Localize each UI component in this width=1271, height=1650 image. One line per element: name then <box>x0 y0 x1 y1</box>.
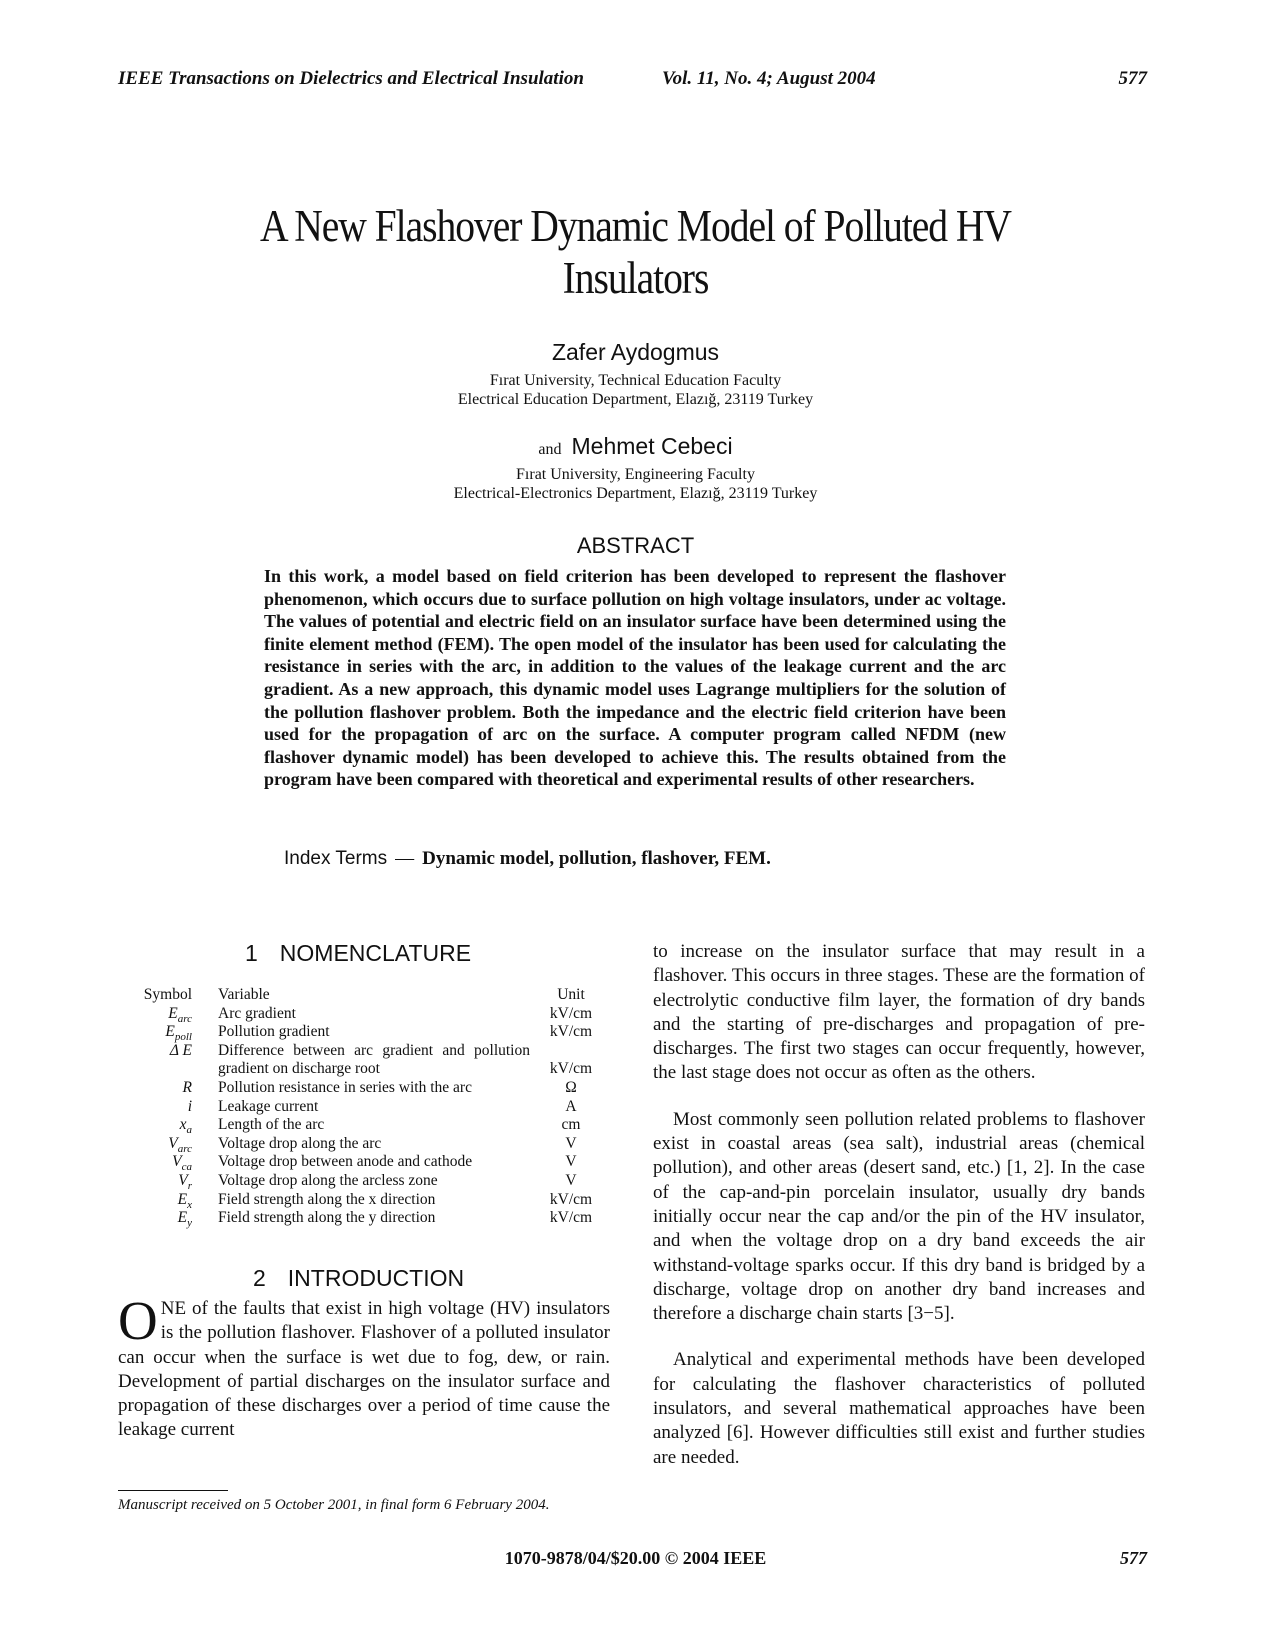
nomenclature-row <box>120 1172 610 1191</box>
introduction-paragraph-3: Analytical and experimental methods have been developed for calculating the flashover characteristics of polluted insulators, and several mathematical approaches have been analyzed [6]. However difficulties still exist and further studies are needed. <box>653 1349 1145 1468</box>
nomenclature-symbol: $x_a$ <box>179 1116 192 1137</box>
paragraph-text: NE of the faults that exist in high voltage (HV) insulators is the pollution flashover. Flashover of a polluted insulator can occur when the surface is wet due to fog, dew, or rain. Development of partial discharges on the insulator surface and propagation of these discharges over a period of time cause the leakage current <box>118 1298 610 1441</box>
nomenclature-row <box>120 1098 610 1117</box>
nomenclature-symbol: R <box>182 1078 192 1096</box>
footnote-manuscript: Manuscript received on 5 October 2001, in final form 6 February 2004. <box>118 1497 550 1513</box>
drop-cap: O <box>118 1290 158 1351</box>
nomenclature-symbol: $E_y$ <box>177 1209 192 1230</box>
nomenclature-unit: kV/cm <box>549 1023 593 1041</box>
footer-page-number: 577 <box>1120 1548 1147 1568</box>
paper-title-line-1: A New Flashover Dynamic Model of Polluted HV <box>260 201 1011 251</box>
nomenclature-unit: Ω <box>565 1078 577 1096</box>
nomenclature-variable: Difference between arc gradient and pollution gradient on discharge root <box>218 1041 530 1078</box>
author-conjunction: and <box>538 441 562 458</box>
index-terms <box>284 848 771 870</box>
nomenclature-row <box>120 1042 610 1079</box>
paper-title <box>76 200 1194 304</box>
nomenclature-variable: Leakage current <box>218 1097 319 1115</box>
nomenclature-variable: Voltage drop between anode and cathode <box>218 1153 473 1171</box>
affiliation-2-line-1: Fırat University, Engineering Faculty <box>516 466 755 483</box>
nomenclature-symbol: $E_x$ <box>177 1190 192 1211</box>
paper-title-line-2: Insulators <box>562 253 709 303</box>
nomenclature-symbol: $V_{ca}$ <box>172 1153 192 1174</box>
index-terms-label: Index Terms <box>284 848 388 869</box>
running-header-volume: Vol. 11, No. 4; August 2004 <box>662 68 876 89</box>
author-name-2: Mehmet Cebeci <box>571 433 733 459</box>
nomenclature-variable: Field strength along the x direction <box>218 1190 436 1208</box>
nomenclature-unit: kV/cm <box>549 1209 593 1227</box>
column-header-unit: Unit <box>557 986 585 1003</box>
nomenclature-symbol: Δ E <box>169 1041 192 1059</box>
column-header-variable: Variable <box>218 986 270 1003</box>
nomenclature-unit: kV/cm <box>549 1060 593 1078</box>
author-affiliation-1 <box>0 371 1271 409</box>
index-terms-dash: — <box>395 848 415 869</box>
introduction-paragraph-2: Most commonly seen pollution related problems to flashover exist in coastal areas (sea salt), industrial areas (chemical pollution), and other areas (desert sand, etc.) [1, 2]. In the case of the cap-and-pin porcelain insulator, usually dry bands initially occur near the cap and/or the pin of the HV insulator, and when the voltage drop on a dry band exceeds the air withstand-voltage sparks occur. If this dry band is bridged by a discharge, voltage drop on another dry band increases and therefore a discharge chain starts [3−5]. <box>653 1108 1145 1325</box>
section-number: 2 <box>253 1265 266 1291</box>
running-header-journal: IEEE Transactions on Dielectrics and Electrical Insulation <box>118 68 584 89</box>
nomenclature-row <box>120 1209 610 1228</box>
author-affiliation-2 <box>0 465 1271 503</box>
nomenclature-row <box>120 1135 610 1154</box>
section-title: NOMENCLATURE <box>279 940 472 966</box>
nomenclature-unit: kV/cm <box>549 1190 593 1208</box>
abstract-text: In this work, a model based on field criterion has been developed to represent the flashover phenomenon, which occurs due to surface pollution on high voltage insulators, under ac voltage. The values of potential and electric field on an insulator surface have been determined using the finite element method (FEM). The open model of the insulator has been used for calculating the resistance in series with the arc, in addition to the values of the leakage current and the arc gradient. As a new approach, this dynamic model uses Lagrange multipliers for the solution of the pollution flashover problem. Both the impedance and the electric field criterion have been used for the propagation of arc on the surface. A computer program called NFDM (new flashover dynamic model) has been developed to achieve this. The results obtained from the program have been compared with theoretical and experimental results of other researchers. <box>264 566 1006 790</box>
running-header-page-number: 577 <box>1118 68 1147 89</box>
section-heading-nomenclature <box>245 940 471 967</box>
right-column <box>653 940 1145 1492</box>
author-name-1: Zafer Aydogmus <box>551 339 720 365</box>
nomenclature-row <box>120 1023 610 1042</box>
footnote-rule <box>118 1490 228 1491</box>
nomenclature-variable: Arc gradient <box>218 1004 296 1022</box>
nomenclature-unit: kV/cm <box>549 1004 593 1022</box>
affiliation-2-line-2: Electrical-Electronics Department, Elazığ, 23119 Turkey <box>453 485 818 502</box>
nomenclature-variable: Field strength along the y direction <box>218 1209 436 1227</box>
nomenclature-variable: Pollution resistance in series with the arc <box>218 1078 472 1096</box>
author-2-line <box>0 433 1271 460</box>
nomenclature-variable: Pollution gradient <box>218 1023 330 1041</box>
nomenclature-row <box>120 1005 610 1024</box>
affiliation-1-line-2: Electrical Education Department, Elazığ, 23119 Turkey <box>457 391 814 408</box>
nomenclature-variable: Length of the arc <box>218 1116 325 1134</box>
nomenclature-unit: V <box>565 1134 577 1152</box>
nomenclature-unit: A <box>565 1097 577 1115</box>
section-number: 1 <box>245 940 258 966</box>
abstract-heading: ABSTRACT <box>576 533 695 558</box>
nomenclature-variable: Voltage drop along the arc <box>218 1134 382 1152</box>
nomenclature-row <box>120 1116 610 1135</box>
nomenclature-symbol: i <box>187 1097 192 1115</box>
section-title: INTRODUCTION <box>287 1265 465 1291</box>
index-terms-value: Dynamic model, pollution, flashover, FEM. <box>422 848 771 869</box>
nomenclature-unit: cm <box>561 1116 581 1134</box>
affiliation-1-line-1: Fırat University, Technical Education Faculty <box>489 372 782 389</box>
footer-copyright: 1070-9878/04/$20.00 © 2004 IEEE <box>504 1548 767 1568</box>
nomenclature-header-row <box>120 986 610 1005</box>
nomenclature-symbol: $V_{arc}$ <box>168 1134 192 1155</box>
nomenclature-symbol: $E_{poll}$ <box>165 1023 192 1044</box>
nomenclature-symbol: $V_r$ <box>178 1171 192 1193</box>
nomenclature-table <box>120 986 610 1228</box>
nomenclature-unit: V <box>565 1153 577 1171</box>
section-heading-introduction <box>253 1265 464 1292</box>
introduction-paragraph-1 <box>118 1290 610 1443</box>
column-header-symbol: Symbol <box>143 986 192 1003</box>
nomenclature-row <box>120 1153 610 1172</box>
nomenclature-row <box>120 1079 610 1098</box>
nomenclature-row <box>120 1191 610 1210</box>
introduction-paragraph-continued: to increase on the insulator surface that may result in a flashover. This occurs in three stages. These are the formation of electrolytic conductive film layer, the formation of dry bands and the starting of pre-discharges and propagation of pre-discharges. The first two stages can occur frequently, however, the last stage does not occur as often as the others. <box>653 941 1145 1084</box>
nomenclature-symbol: $E_{arc}$ <box>168 1004 192 1025</box>
nomenclature-unit: V <box>565 1171 577 1189</box>
nomenclature-variable: Voltage drop along the arcless zone <box>218 1171 438 1189</box>
